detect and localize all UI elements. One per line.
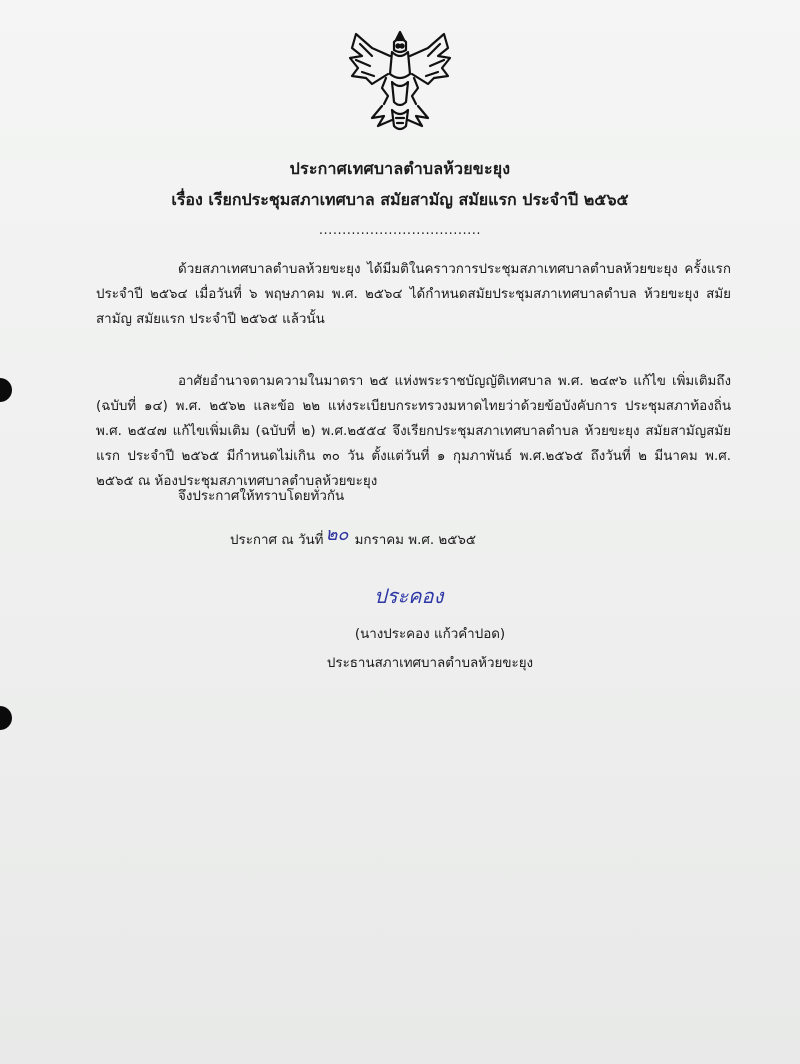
date-prefix: ประกาศ ณ วันที่ (230, 533, 324, 548)
handwritten-signature: ประคอง (374, 584, 444, 608)
paragraph-1: ด้วยสภาเทศบาลตำบลห้วยขะยุง ได้มีมติในคราวการประชุมสภาเทศบาลตำบลห้วยขะยุง ครั้งแรก ประจำปี ๒๕๖๔ เมื่อวันที่ ๖ พฤษภาคม พ.ศ. ๒๕๖๔ ได้กำหนดสมัยประชุมสภาเทศบาลตำบล ห้วยขะยุง สมัยสามัญ สมัยแรก ประจำปี ๒๕๖๕ แล้วนั้น (96, 262, 731, 327)
handwritten-day: ๒๐ (325, 524, 349, 545)
document-title: ประกาศเทศบาลตำบลห้วยขะยุง (289, 159, 511, 178)
document-subject: เรื่อง เรียกประชุมสภาเทศบาล สมัยสามัญ สมัยแรก ประจำปี ๒๕๖๕ (171, 190, 629, 209)
garuda-emblem (342, 26, 458, 136)
punch-hole-top (0, 378, 12, 402)
signer-position: ประธานสภาเทศบาลตำบลห้วยขะยุง (326, 656, 534, 671)
paragraph-2: อาศัยอำนาจตามความในมาตรา ๒๕ แห่งพระราชบัญญัติเทศบาล พ.ศ. ๒๔๙๖ แก้ไข เพิ่มเติมถึง (ฉบับที่ ๑๔) พ.ศ. ๒๕๖๒ และข้อ ๒๒ แห่งระเบียบกระทรวงมหาดไทยว่าด้วยข้อบังคับการ ประชุมสภาท้องถิ่น พ.ศ. ๒๕๔๗ แก้ไขเพิ่มเติม (ฉบับที่ ๒) พ.ศ.๒๕๕๔ จึงเรียกประชุมสภาเทศบาลตำบล ห้วยขะยุง สมัยสามัญสมัยแรก ประจำปี ๒๕๖๕ มีกำหนดไม่เกิน ๓๐ วัน ตั้งแต่วันที่ ๑ กุมภาพันธ์ พ.ศ.๒๕๖๕ ถึงวันที่ ๒ มีนาคม พ.ศ. ๒๕๖๕ ณ ห้องประชุมสภาเทศบาลตำบลห้วยขะยุง (96, 374, 731, 489)
punch-hole-bottom (0, 706, 12, 730)
date-suffix: มกราคม พ.ศ. ๒๕๖๕ (354, 533, 476, 548)
title-divider: ................................... (318, 223, 482, 238)
signer-name: (นางประคอง แก้วคำปอด) (354, 627, 506, 642)
announcement-date (230, 523, 476, 552)
announcement-line: จึงประกาศให้ทราบโดยทั่วกัน (178, 489, 345, 504)
